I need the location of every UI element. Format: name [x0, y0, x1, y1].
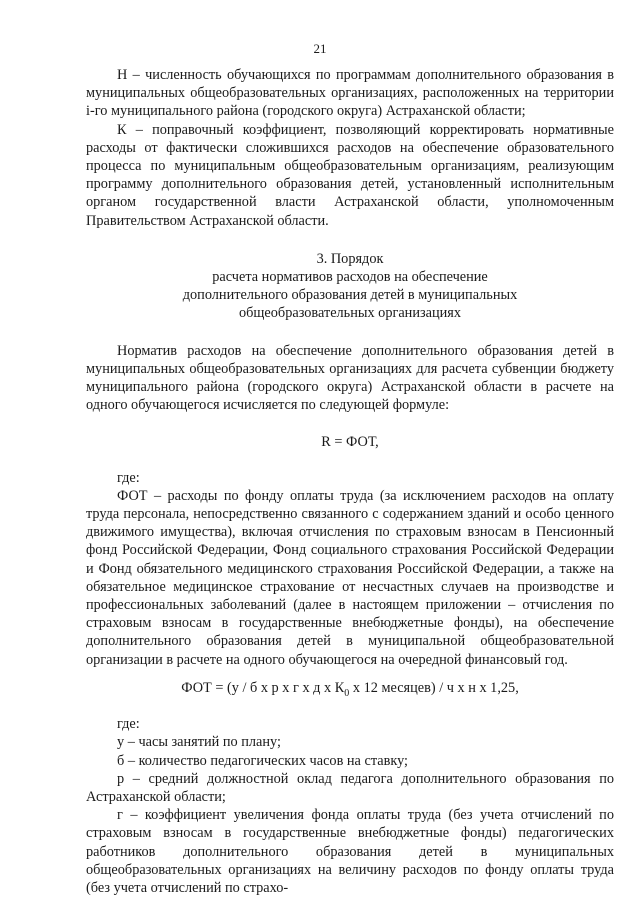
page-number: 21 — [313, 41, 327, 56]
formula-r: R = ФОТ, — [321, 434, 379, 451]
section-heading — [86, 250, 614, 323]
where-label: где: — [117, 716, 140, 733]
paragraph-n-definition: Н – численность обучающихся по программам дополнительного образования в муниципальных общеобразовательных организациях, расположенных на территории i-го муниципального района (городского округа) Астраханской области; — [86, 67, 614, 120]
paragraph-norm-intro: Норматив расходов на обеспечение дополнительного образования детей в муниципальных общеобразовательных организациях для расчета субвенции бюджету муниципального района (городского округа) Астраханской области в расчете на одного обучающегося исчисляется по следующей формуле: — [86, 342, 614, 414]
paragraph-fot-definition: ФОТ – расходы по фонду оплаты труда (за исключением расходов на оплату труда персонала, непосредственно связанного с содержанием зданий и особо ценного движимого имущества), включая отчисления по страховым взносам в Пенсионный фонд Российской Федерации, Фонд социального страхования Российской Федерации и Фонд обязательного медицинского страхования Российской Федерации, а также на обязательное медицинское страхование от несчастных случаев на производстве и профессиональных заболеваний (далее в настоящем приложении – отчисления по страховым взносам в государственные внебюджетные фонды), на обеспечение дополнительного образования детей в муниципальной общеобразовательной организации в расчете на одного обучающегося на очередной финансовый год. — [86, 487, 614, 668]
formula-fot-part2: х 12 месяцев) / ч х н х 1,25, — [349, 679, 519, 696]
definition-item: б – количество педагогических часов на ставку; — [117, 752, 409, 769]
definition-item: г – коэффициент увеличения фонда оплаты труда (без учета отчислений по страховым взносам в государственные внебюджетные фонды) педагогических работников дополнительного образования детей в муниципальных общеобразовательных организациях на величину расходов по фонду оплаты труда (без учета отчислений по страхо- — [86, 807, 614, 896]
section-subtitle-line: общеобразовательных организациях — [239, 305, 461, 322]
definition-item: р – средний должностной оклад педагога дополнительного образования по Астраханской области; — [86, 770, 614, 805]
formula-fot — [86, 679, 614, 697]
section-title: 3. Порядок — [316, 250, 384, 267]
document-body — [86, 66, 614, 897]
paragraph-k-definition: К – поправочный коэффициент, позволяющий корректировать нормативные расходы от фактически сложившихся расходов на обеспечение образовательного процесса по муниципальным общеобразовательным организациям, реализующим программу дополнительного образования детей, установленный исполнительным органом государственной власти Астраханской области, уполномоченным Правительством Астраханской области. — [86, 121, 614, 229]
section-subtitle-line: дополнительного образования детей в муниципальных — [182, 287, 518, 304]
formula-fot-subscript: 0 — [344, 687, 350, 699]
definition-item: у – часы занятий по плану; — [117, 734, 281, 751]
formula-fot-part1: ФОТ = (у / б х р х г х д х К — [181, 679, 345, 696]
section-subtitle-line: расчета нормативов расходов на обеспечение — [212, 269, 488, 286]
where-label: где: — [117, 469, 140, 486]
